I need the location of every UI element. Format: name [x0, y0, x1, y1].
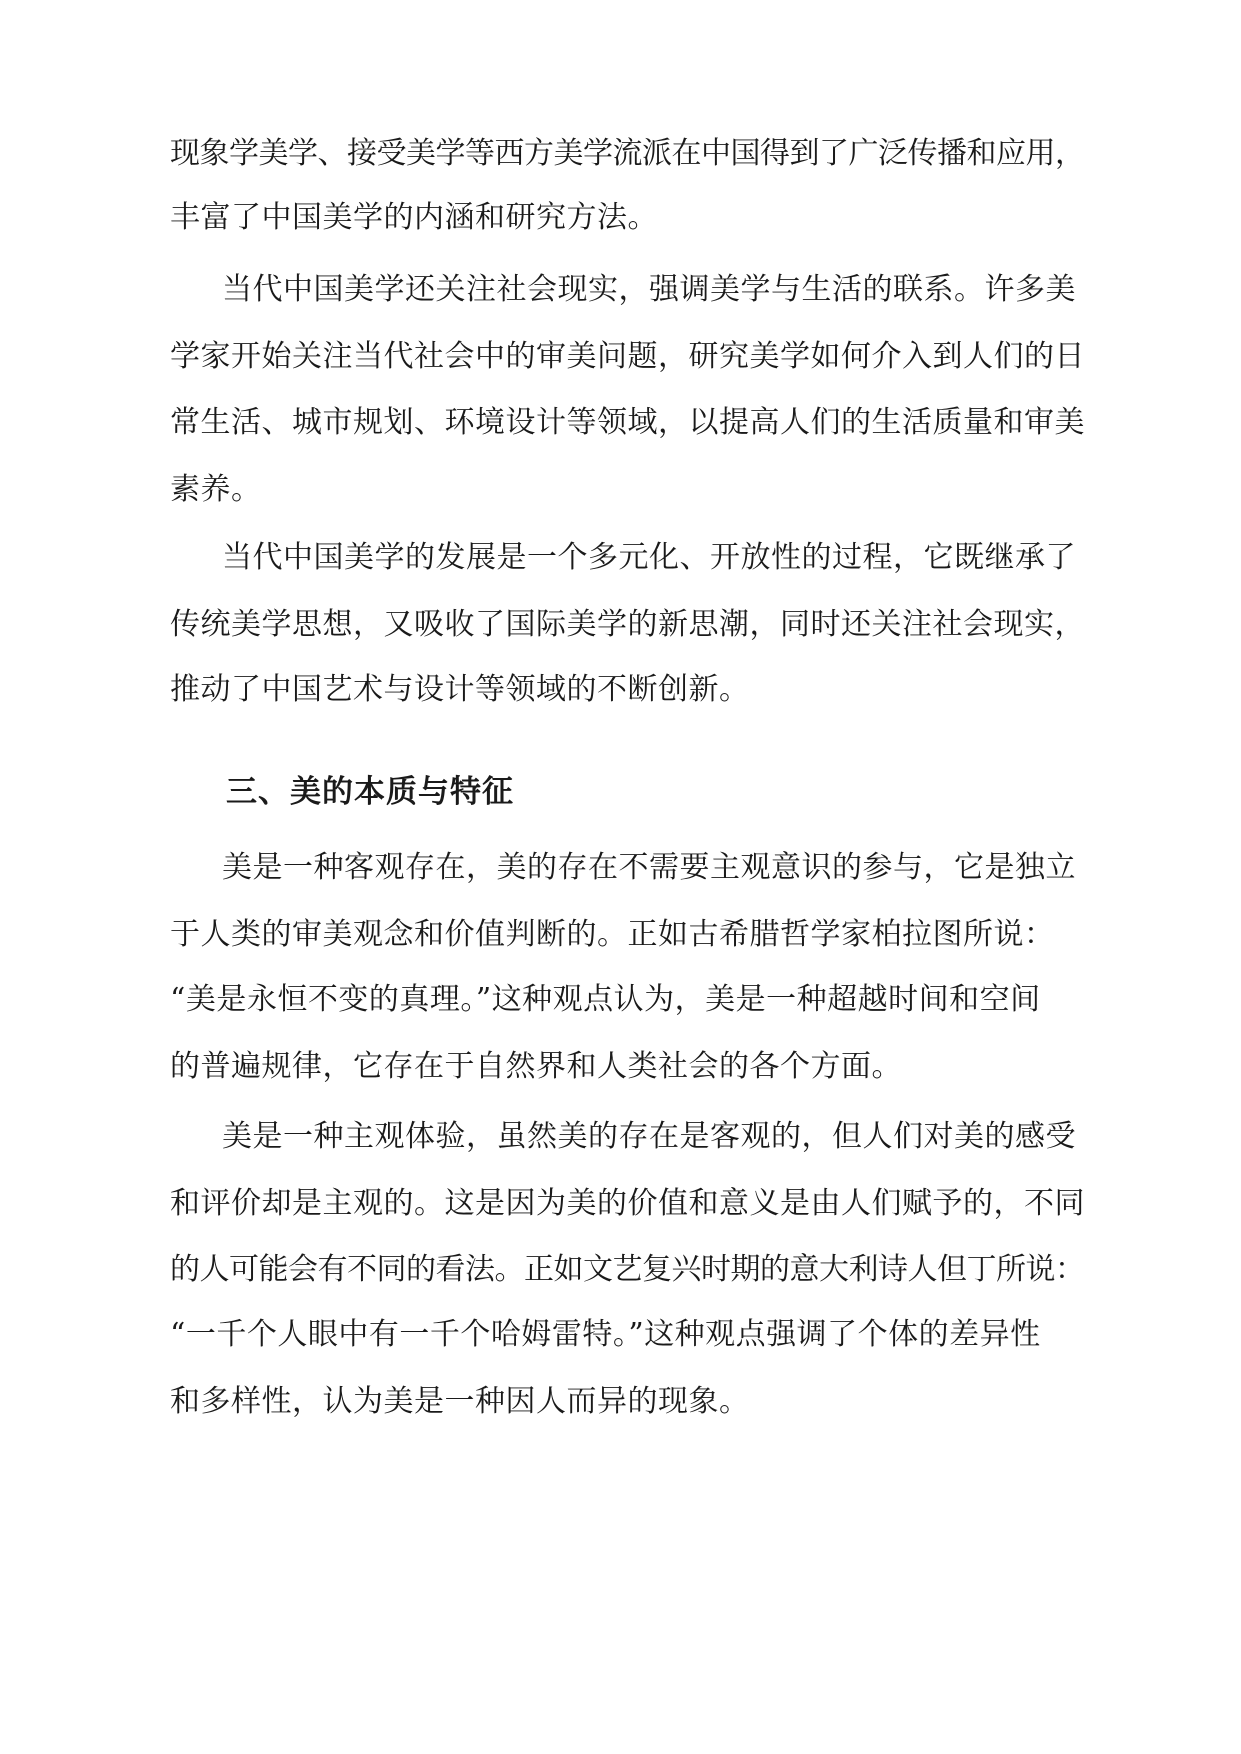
paragraph-line: 丰富了中国美学的内涵和研究方法。 — [170, 200, 658, 235]
paragraph-line: 传统美学思想，又吸收了国际美学的新思潮，同时还关注社会现实， — [170, 607, 1085, 642]
paragraph-line: 常生活、城市规划、环境设计等领域，以提高人们的生活质量和审美 — [170, 405, 1085, 440]
paragraph-line: 学家开始关注当代社会中的审美问题，研究美学如何介入到人们的日 — [170, 339, 1085, 374]
paragraph-line: 美是一种主观体验，虽然美的存在是客观的，但人们对美的感受 — [222, 1119, 1076, 1154]
section-heading: 三、美的本质与特征 — [226, 774, 514, 810]
paragraph-line: 的人可能会有不同的看法。正如文艺复兴时期的意大利诗人但丁所说： — [170, 1252, 1085, 1287]
paragraph-line: 现象学美学、接受美学等西方美学流派在中国得到了广泛传播和应用， — [170, 136, 1085, 171]
paragraph-line: 美是一种客观存在，美的存在不需要主观意识的参与，它是独立 — [222, 850, 1076, 885]
paragraph-line: “美是永恒不变的真理。”这种观点认为，美是一种超越时间和空间 — [170, 982, 1041, 1017]
paragraph-line: 和多样性，认为美是一种因人而异的现象。 — [170, 1384, 750, 1419]
paragraph-line: 素养。 — [170, 472, 262, 507]
paragraph-line: 当代中国美学还关注社会现实，强调美学与生活的联系。许多美 — [222, 272, 1076, 307]
paragraph-line: 和评价却是主观的。这是因为美的价值和意义是由人们赋予的，不同 — [170, 1186, 1085, 1221]
paragraph-line: 当代中国美学的发展是一个多元化、开放性的过程，它既继承了 — [222, 540, 1076, 575]
paragraph-line: 于人类的审美观念和价值判断的。正如古希腊哲学家柏拉图所说： — [170, 917, 1055, 952]
paragraph-line: 推动了中国艺术与设计等领域的不断创新。 — [170, 672, 750, 707]
paragraph-line: “一千个人眼中有一千个哈姆雷特。”这种观点强调了个体的差异性 — [170, 1317, 1041, 1352]
paragraph-line: 的普遍规律，它存在于自然界和人类社会的各个方面。 — [170, 1049, 902, 1084]
